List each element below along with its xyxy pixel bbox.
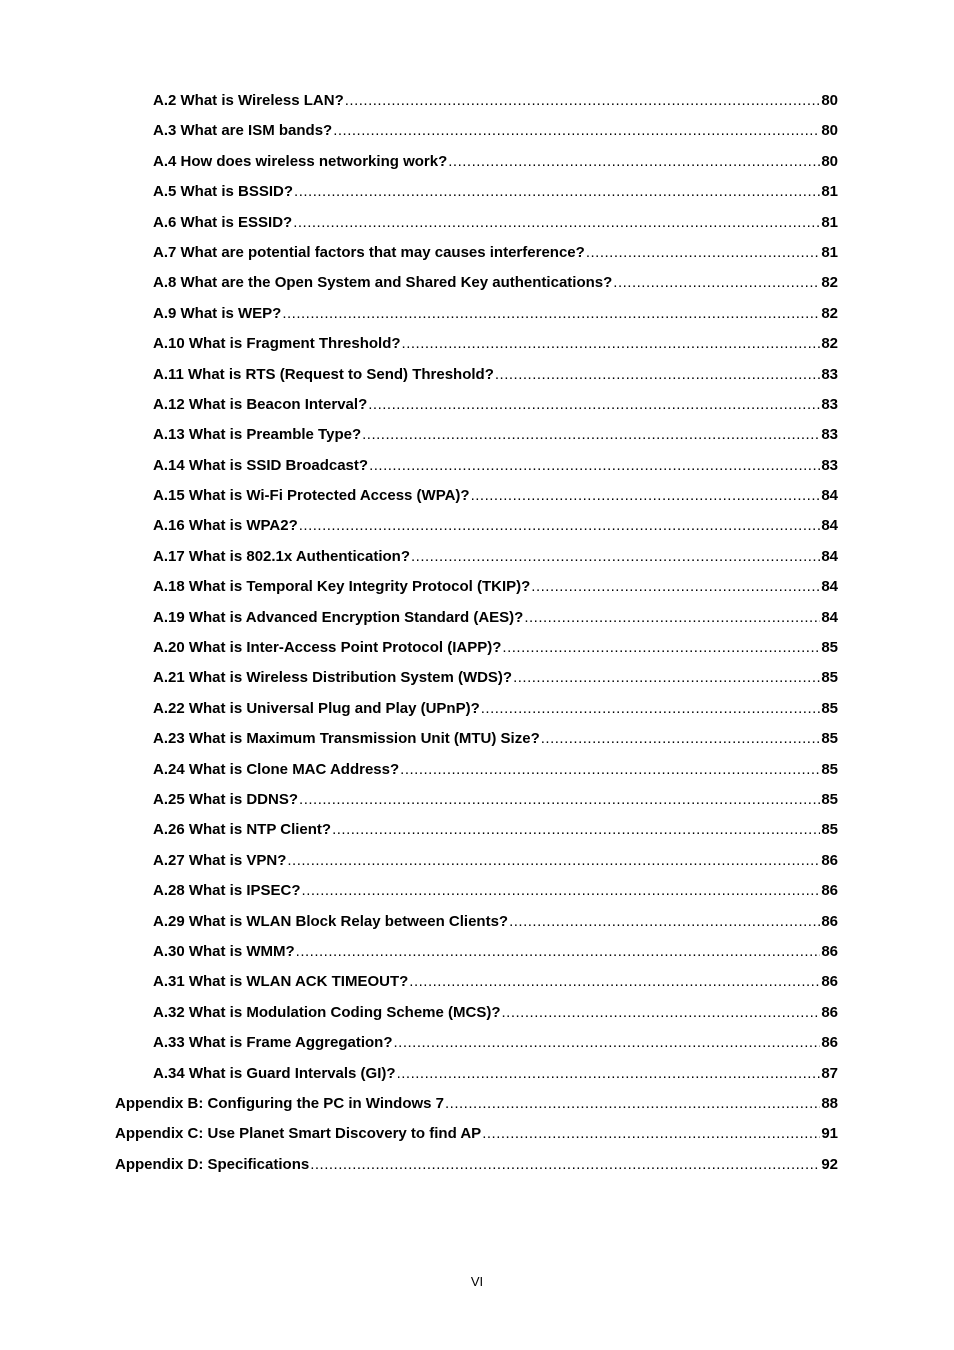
toc-entry-page: 83 xyxy=(821,365,838,383)
toc-dot-leader xyxy=(409,970,820,994)
toc-entry-title: A.4 How does wireless networking work? xyxy=(153,152,448,170)
toc-entry[interactable] xyxy=(0,241,954,271)
toc-entry-title: A.33 What is Frame Aggregation? xyxy=(153,1034,393,1052)
toc-entry-title: A.17 What is 802.1x Authentication? xyxy=(153,547,410,565)
toc-entry-title: A.15 What is Wi-Fi Protected Access (WPA)? xyxy=(153,487,470,505)
toc-dot-leader xyxy=(293,211,820,235)
toc-entry-title: A.6 What is ESSID? xyxy=(153,213,293,231)
toc-dot-leader xyxy=(613,271,820,295)
toc-entry-page: 81 xyxy=(821,243,838,261)
toc-entry-title: A.31 What is WLAN ACK TIMEOUT? xyxy=(153,973,409,991)
toc-entry[interactable] xyxy=(0,484,954,514)
toc-entry-page: 84 xyxy=(821,578,838,596)
toc-entry-page: 81 xyxy=(821,213,838,231)
toc-dot-leader xyxy=(502,636,820,660)
toc-entry[interactable] xyxy=(0,788,954,818)
toc-entry-page: 84 xyxy=(821,547,838,565)
toc-entry[interactable] xyxy=(0,393,954,423)
toc-entry[interactable] xyxy=(0,332,954,362)
toc-entry[interactable] xyxy=(0,1153,954,1183)
toc-entry-title: A.32 What is Modulation Coding Scheme (MCS)? xyxy=(153,1003,501,1021)
toc-entry[interactable] xyxy=(0,211,954,241)
toc-entry-page: 80 xyxy=(821,92,838,109)
toc-dot-leader xyxy=(411,545,820,569)
toc-dot-leader xyxy=(397,1062,821,1086)
toc-entry-title: Appendix C: Use Planet Smart Discovery to find AP xyxy=(115,1125,482,1143)
toc-entry-title: A.14 What is SSID Broadcast? xyxy=(153,456,369,474)
toc-entry-page: 85 xyxy=(821,821,838,839)
toc-entry-page: 91 xyxy=(821,1125,838,1143)
toc-entry-page: 83 xyxy=(821,395,838,413)
toc-dot-leader xyxy=(400,758,820,782)
toc-entry-page: 85 xyxy=(821,790,838,808)
toc-entry[interactable] xyxy=(0,849,954,879)
toc-dot-leader xyxy=(393,1031,820,1055)
toc-entry-page: 85 xyxy=(821,730,838,748)
toc-dot-leader xyxy=(471,484,821,508)
toc-entry[interactable] xyxy=(0,1122,954,1152)
toc-entry-page: 83 xyxy=(821,426,838,444)
toc-entry-title: A.22 What is Universal Plug and Play (UPnP)? xyxy=(153,699,480,717)
toc-entry[interactable] xyxy=(0,180,954,210)
toc-entry[interactable] xyxy=(0,697,954,727)
toc-entry-title: A.10 What is Fragment Threshold? xyxy=(153,335,401,353)
toc-entry-title: A.21 What is Wireless Distribution System (WDS)? xyxy=(153,669,513,687)
toc-entry[interactable] xyxy=(0,89,954,119)
toc-entry-page: 85 xyxy=(821,699,838,717)
toc-entry-title: A.3 What are ISM bands? xyxy=(153,122,333,140)
toc-entry[interactable] xyxy=(0,606,954,636)
toc-entry-page: 86 xyxy=(821,1003,838,1021)
table-of-contents xyxy=(0,89,954,1183)
toc-dot-leader xyxy=(509,910,820,934)
toc-entry-title: A.29 What is WLAN Block Relay between Clients? xyxy=(153,912,509,930)
toc-entry-title: A.5 What is BSSID? xyxy=(153,183,294,201)
toc-dot-leader xyxy=(299,788,820,812)
toc-dot-leader xyxy=(481,697,821,721)
toc-entry-page: 86 xyxy=(821,942,838,960)
toc-dot-leader xyxy=(502,1001,821,1025)
toc-entry[interactable] xyxy=(0,454,954,484)
toc-dot-leader xyxy=(302,879,821,903)
toc-dot-leader xyxy=(448,150,820,174)
toc-entry-page: 81 xyxy=(821,183,838,201)
toc-entry-page: 85 xyxy=(821,669,838,687)
toc-dot-leader xyxy=(333,119,820,143)
toc-entry-title: Appendix B: Configuring the PC in Windows 7 xyxy=(115,1094,445,1112)
toc-entry-page: 82 xyxy=(821,335,838,353)
toc-entry-title: A.26 What is NTP Client? xyxy=(153,821,332,839)
toc-entry-page: 80 xyxy=(821,122,838,140)
toc-dot-leader xyxy=(287,849,820,873)
toc-entry-page: 82 xyxy=(821,304,838,322)
toc-entry-title: A.12 What is Beacon Interval? xyxy=(153,395,368,413)
toc-dot-leader xyxy=(345,89,821,113)
toc-entry[interactable] xyxy=(0,1031,954,1061)
toc-entry[interactable] xyxy=(0,514,954,544)
toc-entry-title: A.16 What is WPA2? xyxy=(153,517,298,535)
toc-dot-leader xyxy=(369,454,820,478)
toc-entry-page: 84 xyxy=(821,517,838,535)
toc-entry-page: 83 xyxy=(821,456,838,474)
toc-entry[interactable] xyxy=(0,545,954,575)
toc-entry-title: A.30 What is WMM? xyxy=(153,942,295,960)
toc-entry-title: A.27 What is VPN? xyxy=(153,851,287,869)
toc-entry-title: A.28 What is IPSEC? xyxy=(153,882,301,900)
toc-entry-page: 85 xyxy=(821,639,838,657)
toc-entry-title: A.13 What is Preamble Type? xyxy=(153,426,362,444)
page-number: VI xyxy=(470,1274,484,1289)
toc-dot-leader xyxy=(513,666,820,690)
toc-entry-title: A.11 What is RTS (Request to Send) Threshold? xyxy=(153,365,494,383)
toc-dot-leader xyxy=(299,514,821,538)
toc-dot-leader xyxy=(296,940,821,964)
toc-dot-leader xyxy=(362,423,820,447)
toc-entry-title: A.18 What is Temporal Key Integrity Protocol (TKIP)? xyxy=(153,578,531,596)
toc-entry-page: 86 xyxy=(821,973,838,991)
toc-entry-page: 80 xyxy=(821,152,838,170)
toc-entry[interactable] xyxy=(0,271,954,301)
toc-dot-leader xyxy=(402,332,821,356)
toc-dot-leader xyxy=(368,393,820,417)
toc-entry[interactable] xyxy=(0,1092,954,1122)
toc-entry[interactable] xyxy=(0,1001,954,1031)
toc-entry-title: A.24 What is Clone MAC Address? xyxy=(153,760,400,778)
toc-dot-leader xyxy=(586,241,821,265)
toc-entry-title: A.8 What are the Open System and Shared Key authentications? xyxy=(153,274,613,292)
toc-entry-page: 85 xyxy=(821,760,838,778)
toc-entry-title: A.25 What is DDNS? xyxy=(153,790,299,808)
toc-dot-leader xyxy=(531,575,820,599)
toc-entry-title: A.34 What is Guard Intervals (GI)? xyxy=(153,1064,396,1082)
toc-dot-leader xyxy=(495,363,820,387)
toc-dot-leader xyxy=(482,1122,820,1146)
toc-entry[interactable] xyxy=(0,910,954,940)
toc-entry[interactable] xyxy=(0,666,954,696)
toc-dot-leader xyxy=(524,606,820,630)
toc-entry[interactable] xyxy=(0,302,954,332)
toc-dot-leader xyxy=(541,727,821,751)
toc-entry-page: 84 xyxy=(821,608,838,626)
toc-entry[interactable] xyxy=(0,1062,954,1092)
toc-entry-page: 82 xyxy=(821,274,838,292)
toc-entry-page: 86 xyxy=(821,912,838,930)
toc-entry-title: A.9 What is WEP? xyxy=(153,304,282,322)
toc-entry-title: A.7 What are potential factors that may causes interference? xyxy=(153,243,585,261)
toc-entry-page: 87 xyxy=(821,1064,838,1082)
toc-entry[interactable] xyxy=(0,970,954,1000)
toc-entry[interactable] xyxy=(0,150,954,180)
toc-entry-title: A.23 What is Maximum Transmission Unit (MTU) Size? xyxy=(153,730,540,748)
toc-dot-leader xyxy=(445,1092,820,1116)
toc-entry-page: 86 xyxy=(821,851,838,869)
toc-entry-page: 88 xyxy=(821,1094,838,1112)
toc-entry-title: A.20 What is Inter-Access Point Protocol (IAPP)? xyxy=(153,639,502,657)
toc-entry-page: 86 xyxy=(821,882,838,900)
toc-entry[interactable] xyxy=(0,636,954,666)
toc-dot-leader xyxy=(332,818,820,842)
toc-entry[interactable] xyxy=(0,363,954,393)
toc-entry-page: 92 xyxy=(821,1155,838,1173)
toc-dot-leader xyxy=(310,1153,820,1177)
toc-dot-leader xyxy=(282,302,820,326)
toc-dot-leader xyxy=(294,180,820,204)
toc-entry-page: 84 xyxy=(821,487,838,505)
toc-entry[interactable] xyxy=(0,119,954,149)
toc-entry[interactable] xyxy=(0,575,954,605)
toc-entry-title: Appendix D: Specifications xyxy=(115,1155,310,1173)
toc-entry[interactable] xyxy=(0,758,954,788)
toc-entry-title: A.2 What is Wireless LAN? xyxy=(153,92,344,109)
toc-entry-page: 86 xyxy=(821,1034,838,1052)
toc-entry[interactable] xyxy=(0,727,954,757)
toc-entry[interactable] xyxy=(0,423,954,453)
toc-entry[interactable] xyxy=(0,940,954,970)
toc-entry[interactable] xyxy=(0,879,954,909)
toc-entry-title: A.19 What is Advanced Encryption Standard (AES)? xyxy=(153,608,524,626)
toc-entry[interactable] xyxy=(0,818,954,848)
